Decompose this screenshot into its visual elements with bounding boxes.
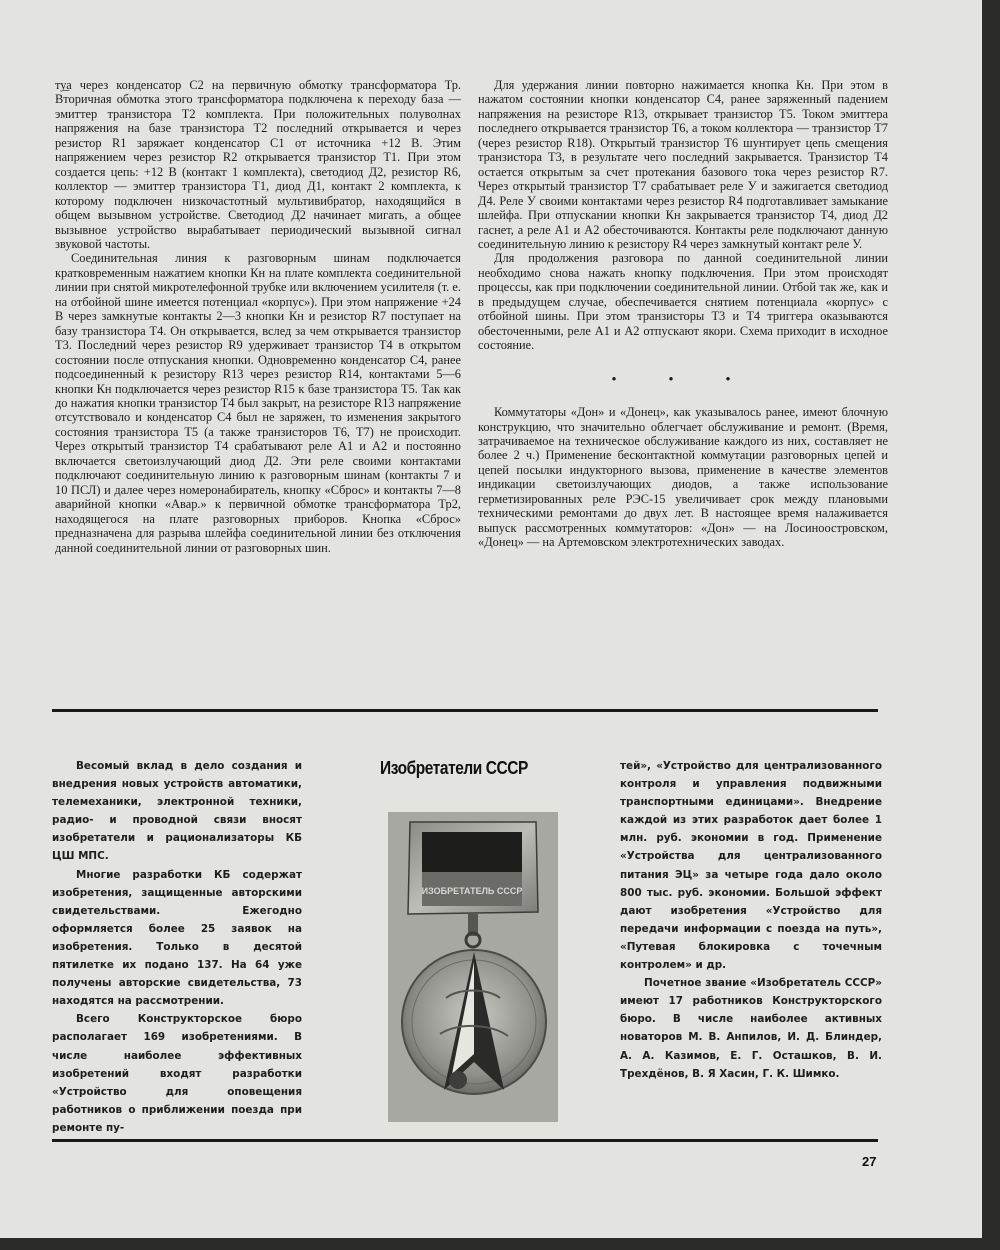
horizontal-rule-bottom [52, 1139, 878, 1142]
section-separator: • • • [611, 371, 755, 388]
inventors-paragraph: Всего Конструкторское бюро располагает 169 изобретениями. В числе наиболее эффективных изобретений входят разработки «Устройство для оповещения работников о приближении поезда при ремонте пу- [52, 1013, 302, 1134]
article-right-column [478, 78, 888, 550]
article-left-column [55, 78, 461, 555]
article-paragraph: Соединительная линия к разговорным шинам подключается кратковременным нажатием кнопки Кн на плате комплекта соединительной линии при снятой микротелефонной трубке или включением усилителя (т. е. на отбойной шине имеется потенциал «корпус»). При этом напряжение +24 В через замкнутые контакты 2—3 кнопки Кн и резистор R7 поступает на базу транзистора Т4. Он открывается, вслед за чем открывается транзистор Т3. Последний через резистор R9 удерживает транзистор Т4 в открытом состоянии после отпускания кнопки. Одновременно конденсатор С4, ранее подсоединенный к резистору R13 через резистор R14, контактами 5—6 кнопки Кн подключается через резистор R15 к базе транзистора Т5. Так как до нажатия кнопки транзистор Т4 был закрыт, на резисторе R13 напряжение отсутствовало и конденсатор С4 был не заряжен, то изменения закрытого состояния транзистора Т5 (а также транзисторов Т6, Т7) не происходит. Через открытый транзистор Т4 срабатывают реле А1 и А2 и постоянно включается светоизлучающий диод Д2. Эти реле своими контактами подключают соединительную линию к разговорным шинам (контакты 7 и 10 ПСЛ) и далее через номеронабиратель, кнопку «Сброс» и контакты 7—8 аварийной кнопки «Авар.» к первичной обмотке трансформатора Тр2, находящегося на плате разговорных приборов. Кнопка «Сброс» предназначена для разрыва шлейфа соединительной линии без отключения данной соединительной линии от разговорных шин. [55, 251, 461, 555]
article-paragraph: ту̲а через конденсатор С2 на первичную обмотку трансформатора Тр. Вторичная обмотка этого трансформатора подключена к переходу база — эмиттер транзистора Т2 комплекта. При положительных полуволнах напряжения на базе транзистора Т2 последний открывается и через резистор R1 заряжает конденсатор С1 от источника +12 В. Этим напряжением через резистор R2 открывается транзистор Т1. При этом создается цепь: +12 В (контакт 1 комплекта), светодиод Д2, резистор R6, коллектор — эмиттер транзистора Т1, диод Д1, контакт 2 комплекта, к которому подключен низкочастотный мультивибратор, находящийся в общем вызывном устройстве. Светодиод Д2 начинает мигать, а общее вызывное устройство вырабатывает периодический вызывной сигнал звуковой частоты. [55, 78, 461, 251]
scan-edge-right [982, 0, 1000, 1250]
inventors-right-column [620, 757, 882, 1083]
scan-edge-bottom [0, 1238, 1000, 1250]
badge-inscription: ИЗОБРЕТАТЕЛЬ СССР [421, 886, 523, 896]
inventors-paragraph: Весомый вклад в дело создания и внедрения новых устройств автоматики, телемеханики, электронной техники, радио- и проводной связи вносят изобретатели и рационализаторы КБ ЦШ МПС. [52, 760, 302, 863]
inventors-left-column [52, 757, 302, 1137]
article-paragraph: Для удержания линии повторно нажимается кнопка Кн. При этом в нажатом состоянии кнопки конденсатор С4, ранее заряженный падением напряжения на резисторе R13, открывает транзистор Т5. Током эмиттера последнего открывается транзистор Т6, а током коллектора — транзистор Т7 (через резистор R18). Открытый транзистор Т6 шунтирует цепь смещения транзистора Т3, в результате чего последний закрывается. Транзистор Т4 остается открытым за счет протекания базового тока через резистор R7. Через открытый транзистор Т7 срабатывает реле У и зажигается светодиод Д4. Реле У своими контактами через резистор R4 подготавливает замыкание шлейфа. При отпускании кнопки Кн закрывается транзистор Т4, диод Д2 гаснет, а реле А1 и А2 обесточиваются. Контакты реле подключают данную соединительную линию к резистору R4 через замкнутый контакт реле У. [478, 78, 888, 251]
page-number: 27 [862, 1154, 877, 1169]
medal-photo [388, 812, 558, 1122]
section-title: Изобретатели СССР [380, 758, 528, 778]
article-paragraph: Для продолжения разговора по данной соединительной линии необходимо снова нажать кнопку подключения. При этом происходят процессы, как при подключении соединительной линии. Отбой так же, как и в предыдущем случае, обеспечивается снятием потенциала «корпус» с отбойной шины. При этом транзисторы Т3 и Т4 триггера оказываются обесточенными, реле А1 и А2 отпускают якори. Схема приходит в исходное состояние. [478, 251, 888, 353]
article-conclusion: Коммутаторы «Дон» и «Донец», как указывалось ранее, имеют блочную конструкцию, что значительно облегчает обслуживание и ремонт. (Время, затрачиваемое на техническое обслуживание каждого из них, составляет не более 2 ч.) Применение бесконтактной коммутации разговорных цепей и цепей посылки индукторного вызова, применение в качестве элементов индикации светоизлучающих диодов, а также использование герметизированных реле РЭС-15 увеличивает срок между плановыми техническими ремонтами до двух лет. В настоящее время налаживается выпуск рассмотренных коммутаторов: «Дон» — на Лосиноостровском, «Донец» — на Артемовском электротехнических заводах. [478, 405, 888, 550]
horizontal-rule-top [52, 709, 878, 712]
inventors-paragraph: Многие разработки КБ содержат изобретения, защищенные авторскими свидетельствами. Ежегодно оформляется более 25 заявок на изобретения. Только в десятой пятилетке их подано 137. На 64 уже получены авторские свидетельства, 73 находятся на рассмотрении. [52, 868, 302, 1008]
inventors-paragraph: тей», «Устройство для централизованного контроля и управления подвижными транспортными единицами». Внедрение каждой из этих разработок дает более 1 млн. руб. экономии в год. Применение «Устройства для централизованного питания ЭЦ» за четыре года дало около 800 тыс. руб. экономии. Большой эффект дают изобретения «Устройство для передачи информации с поезда на путь», «Путевая блокировка с точечным контролем» и др. [620, 760, 882, 972]
inventors-paragraph: Почетное звание «Изобретатель СССР» имеют 17 работников Конструкторского бюро. В числе наиболее активных новаторов М. В. Анпилов, И. Д. Блиндер, А. А. Казимов, Е. Г. Осташков, В. И. Трехдёнов, В. Я Хасин, Г. К. Шимко. [620, 977, 882, 1080]
